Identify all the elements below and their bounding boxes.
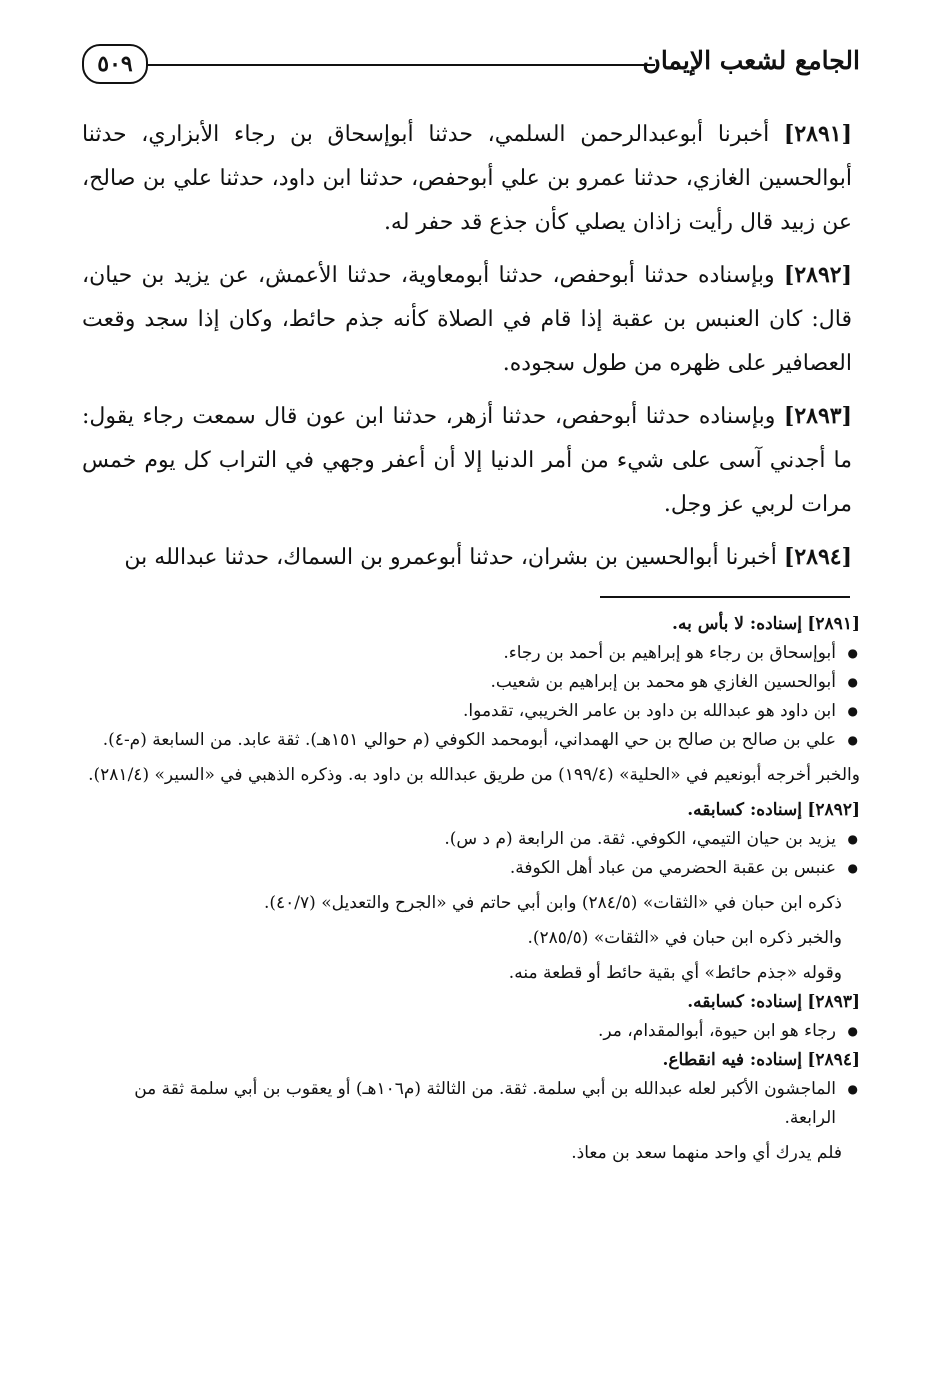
hadith-2894 xyxy=(82,535,852,580)
hadith-2893 xyxy=(82,394,852,527)
hadith-number: [٢٨٩٤] xyxy=(783,544,852,570)
note-bullets xyxy=(82,639,860,755)
page-number: ٥٠٩ xyxy=(82,44,148,84)
footnote-separator xyxy=(600,596,850,598)
hadith-number: [٢٨٩١] xyxy=(783,121,852,147)
note-bullets xyxy=(82,825,860,883)
bullet-item: ● رجاء هو ابن حيوة، أبوالمقدام، مر. xyxy=(82,1017,836,1046)
note-label: إسناده: لا بأس به. xyxy=(672,614,802,634)
running-title: الجامع لشعب الإيمان xyxy=(642,46,860,75)
hadith-text: وبإسناده حدثنا أبوحفص، حدثنا أبومعاوية، حدثنا الأعمش، عن يزيد بن حيان، قال: كان العنبس بن عقبة إذا قام في الصلاة كأنه جذم حائط، وكان إذا سجد وقعت العصافير على ظهره من طول سجوده. xyxy=(82,263,852,376)
note-bullets xyxy=(82,1017,860,1046)
bullet-item: ● علي بن صالح بن صالح بن حي الهمداني، أبومحمد الكوفي (م حوالي ١٥١هـ). ثقة عابد. من السابعة (م-٤). xyxy=(82,726,836,755)
bullet-item: ● عنبس بن عقبة الحضرمي من عباد أهل الكوفة. xyxy=(82,854,836,883)
hadith-number: [٢٨٩٢] xyxy=(783,262,852,288)
bullet-item: ● الماجشون الأكبر لعله عبدالله بن أبي سلمة. ثقة. من الثالثة (م١٠٦هـ) أو يعقوب بن أبي سلمة ثقة من الرابعة. xyxy=(82,1075,836,1133)
main-text xyxy=(82,112,852,588)
bullet-item: ● يزيد بن حيان التيمي، الكوفي. ثقة. من الرابعة (م د س). xyxy=(82,825,836,854)
hadith-text: أخبرنا أبوعبدالرحمن السلمي، حدثنا أبوإسحاق بن رجاء الأبزاري، حدثنا أبوالحسين الغازي، حدثنا عمرو بن علي أبوحفص، حدثنا ابن داود، حدثنا علي بن صالح، عن زبيد قال رأيت زاذان يصلي كأن جذع قد حفر له. xyxy=(82,122,852,235)
header-rule xyxy=(148,64,655,66)
note-2894 xyxy=(82,1046,860,1168)
note-paragraph: ذكره ابن حبان في «الثقات» (٢٨٤/٥) وابن أبي حاتم في «الجرح والتعديل» (٤٠/٧). xyxy=(263,893,842,913)
hadith-number: [٢٨٩٣] xyxy=(783,403,852,429)
note-label: إسناده: كسابقه. xyxy=(687,992,802,1012)
hadith-2891 xyxy=(82,112,852,245)
hadith-text: أخبرنا أبوالحسين بن بشران، حدثنا أبوعمرو بن السماك، حدثنا عبدالله بن xyxy=(124,545,777,570)
page-header xyxy=(60,40,860,90)
note-paragraph: وقوله «جذم حائط» أي بقية حائط أو قطعة منه. xyxy=(508,963,842,983)
note-paragraph: والخبر ذكره ابن حبان في «الثقات» (٢٨٥/٥). xyxy=(527,928,842,948)
bullet-item: ● أبوإسحاق بن رجاء هو إبراهيم بن أحمد بن رجاء. xyxy=(82,639,836,668)
hadith-text: وبإسناده حدثنا أبوحفص، حدثنا أزهر، حدثنا ابن عون قال سمعت رجاء يقول: ما أجدني آسى على شيء من أمر الدنيا إلا أن أعفر وجهي في التراب كل يوم خمس مرات لربي عز وجل. xyxy=(82,404,852,517)
note-number: [٢٨٩٢] xyxy=(807,800,860,820)
note-label: إسناده: كسابقه. xyxy=(687,800,802,820)
note-2892 xyxy=(82,796,860,988)
footnotes xyxy=(82,610,860,1168)
note-number: [٢٨٩٣] xyxy=(807,992,860,1012)
note-label: إسناده: فيه انقطاع. xyxy=(662,1050,802,1070)
bullet-item: ● ابن داود هو عبدالله بن داود بن عامر الخريبي، تقدموا. xyxy=(82,697,836,726)
note-number: [٢٨٩١] xyxy=(807,614,860,634)
note-number: [٢٨٩٤] xyxy=(807,1050,860,1070)
note-paragraph: والخبر أخرجه أبونعيم في «الحلية» (١٩٩/٤) من طريق عبدالله بن داود به. وذكره الذهبي في «السير» (٢٨١/٤). xyxy=(88,765,860,785)
bullet-item: ● أبوالحسين الغازي هو محمد بن إبراهيم بن شعيب. xyxy=(82,668,836,697)
note-paragraph: فلم يدرك أي واحد منهما سعد بن معاذ. xyxy=(571,1143,842,1163)
note-2891 xyxy=(82,610,860,790)
hadith-2892 xyxy=(82,253,852,386)
note-bullets xyxy=(82,1075,860,1133)
note-2893 xyxy=(82,988,860,1046)
